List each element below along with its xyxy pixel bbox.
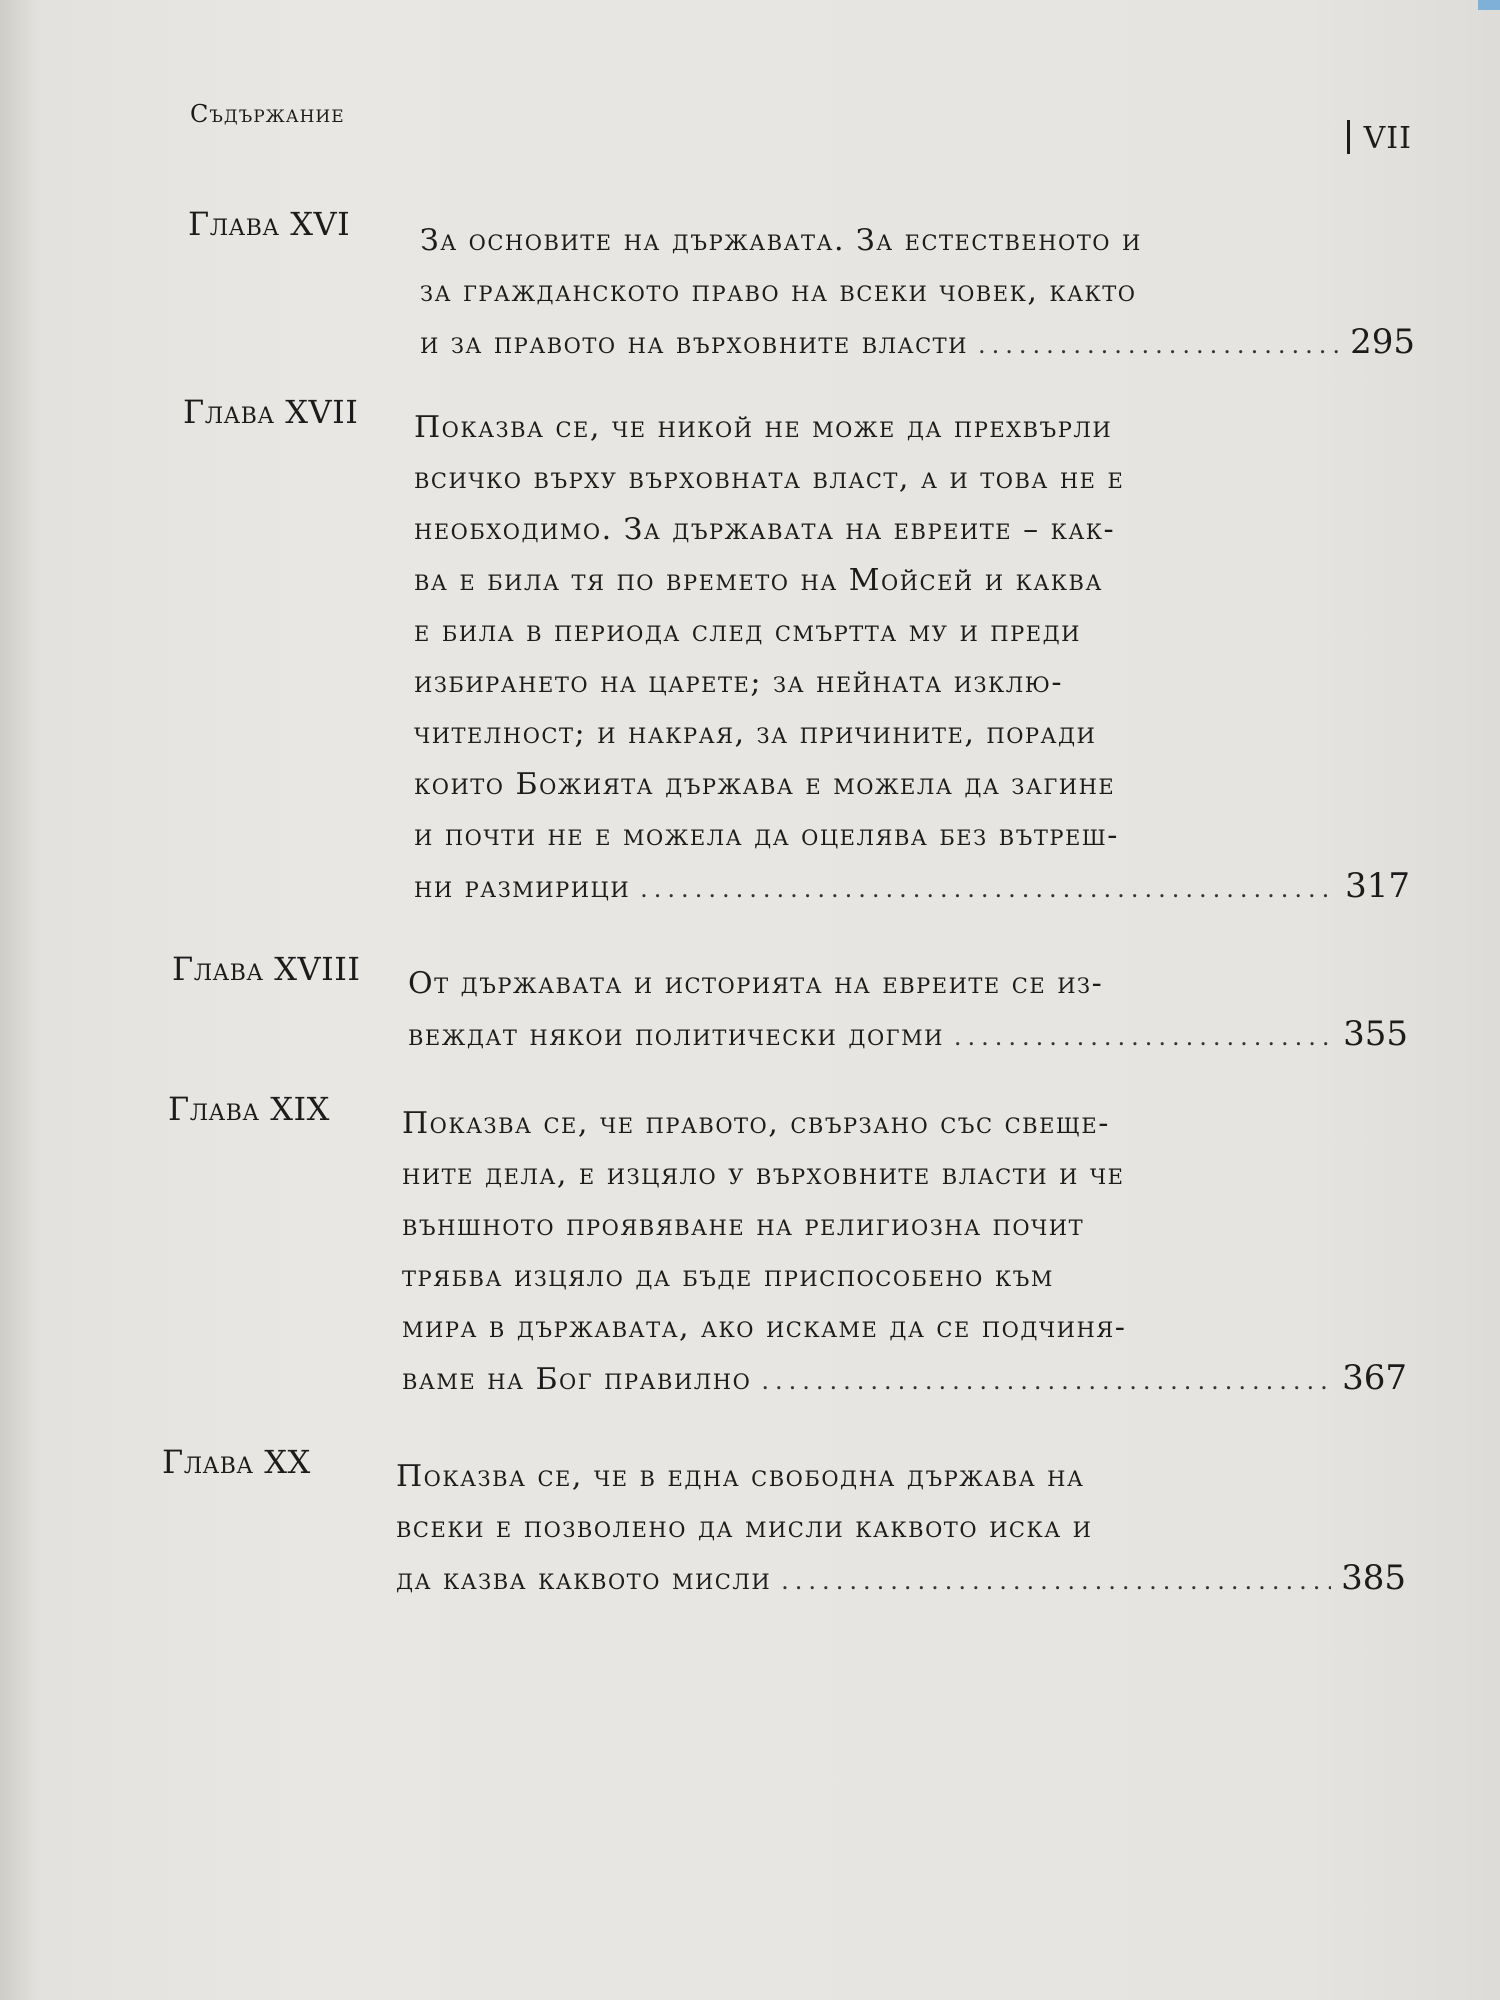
chapter-label: Глава XVIII — [172, 950, 361, 988]
dot-leader — [781, 1556, 1331, 1607]
title-line: външното проявяване на религиозна почит — [402, 1208, 1085, 1243]
chapter-label: Глава XIX — [168, 1090, 330, 1128]
page-reference: 385 — [1341, 1558, 1406, 1598]
dot-leader — [978, 320, 1340, 371]
title-line: Показва се, че в една свободна държава на — [396, 1459, 1085, 1494]
title-line: Показва се, че никой не може да прехвърли — [414, 410, 1113, 445]
title-line: чителност; и накрая, за причините, поради — [414, 716, 1097, 751]
title-last-line — [402, 1353, 1407, 1407]
title-line: ните дела, е изцяло у върховните власти и че — [402, 1157, 1125, 1192]
title-line: От държавата и историята на евреите се из- — [408, 966, 1104, 1001]
chapter-title — [402, 1098, 1407, 1407]
title-line: ни размирици — [414, 870, 631, 905]
title-line: Показва се, че правото, свързано със свеще- — [402, 1106, 1110, 1141]
title-line: ва е била тя по времето на Мойсей и каква — [414, 563, 1103, 598]
chapter-label: Глава XVI — [188, 205, 351, 243]
title-line: е била в периода след смъртта му и преди — [414, 614, 1081, 649]
title-last-line — [420, 317, 1415, 371]
title-line: за гражданското право на всеки човек, както — [420, 274, 1137, 309]
folio-rule — [1347, 120, 1350, 154]
page-reference: 367 — [1342, 1358, 1407, 1398]
title-line: всичко върху върховната власт, а и това не е — [414, 461, 1125, 496]
title-line: веждат някои политически догми — [408, 1018, 944, 1053]
title-line: необходимо. За държавата на евреите – как- — [414, 512, 1116, 547]
chapter-title — [420, 215, 1415, 371]
page-number-folio — [1347, 120, 1412, 156]
chapter-title — [408, 958, 1408, 1063]
page-reference: 355 — [1343, 1014, 1408, 1054]
title-last-line — [408, 1009, 1408, 1063]
dot-leader — [954, 1012, 1333, 1063]
dot-leader — [761, 1356, 1332, 1407]
running-head: Съдържание — [190, 100, 345, 128]
folio-numeral: VII — [1363, 121, 1412, 156]
title-line: За основите на държавата. За естественото и — [420, 223, 1142, 258]
page-reference: 295 — [1350, 322, 1415, 362]
title-line: мира в държавата, ако искаме да се подчиня- — [402, 1310, 1127, 1345]
blue-cover-edge — [1478, 0, 1500, 10]
title-last-line — [396, 1553, 1406, 1607]
title-line: и почти не е можела да оцелява без вътреш- — [414, 818, 1119, 853]
chapter-title — [414, 402, 1410, 915]
title-line: които Божията държава е можела да загине — [414, 767, 1116, 802]
chapter-label: Глава XVII — [183, 393, 359, 431]
title-line: трябва изцяло да бъде приспособено към — [402, 1259, 1054, 1294]
dot-leader — [640, 864, 1335, 915]
title-line: и за правото на върховните власти — [420, 326, 968, 361]
chapter-title — [396, 1451, 1406, 1607]
title-line: избирането на царете; за нейната изклю- — [414, 665, 1064, 700]
page-reference: 317 — [1345, 866, 1410, 906]
title-last-line — [414, 861, 1410, 915]
title-line: ваме на Бог правилно — [402, 1362, 752, 1397]
title-line: да казва каквото мисли — [396, 1562, 772, 1597]
title-line: всеки е позволено да мисли каквото иска и — [396, 1510, 1093, 1545]
chapter-label: Глава XX — [162, 1443, 311, 1481]
